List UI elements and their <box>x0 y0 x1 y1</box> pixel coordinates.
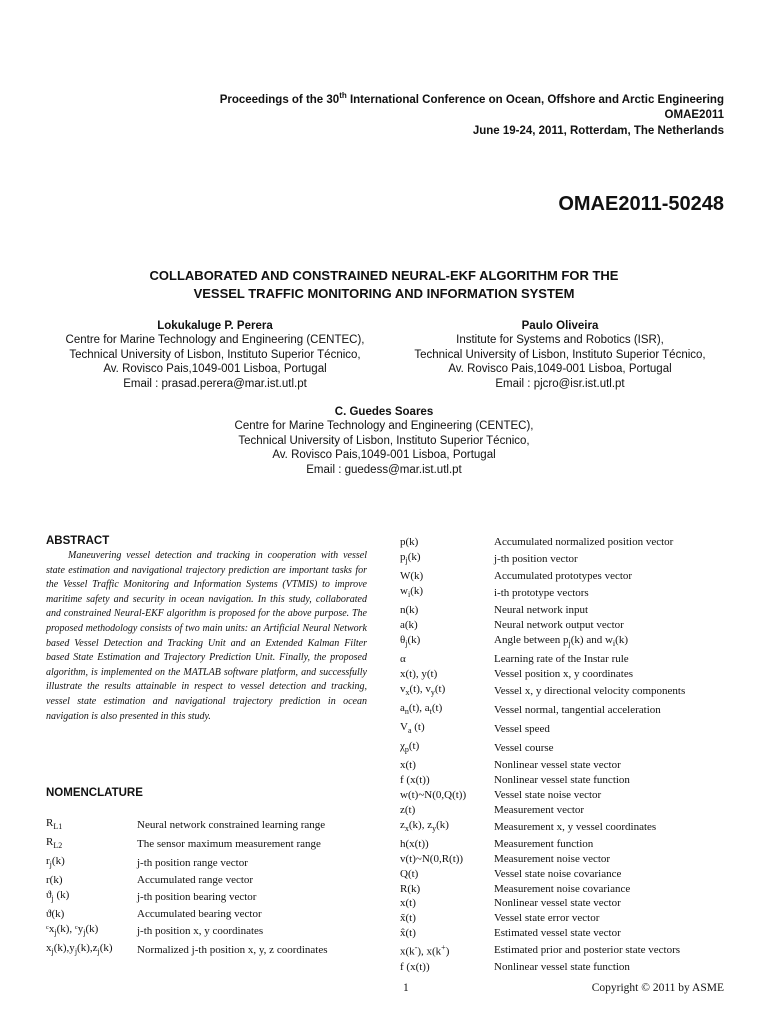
nomenclature-row <box>46 941 328 960</box>
nomenclature-symbol: $R_{L1}$ <box>46 817 63 832</box>
copyright-notice: Copyright © 2011 by ASME <box>591 982 724 994</box>
nomenclature-symbol: $p_j(k)$ <box>400 550 421 566</box>
nomenclature-symbol: W(k) <box>400 570 424 582</box>
nomenclature-row <box>46 835 328 854</box>
nomenclature-description: i-th prototype vectors <box>494 587 589 599</box>
nomenclature-description: Learning rate of the Instar rule <box>494 652 629 665</box>
nomenclature-description: Measurement x, y vessel coordinates <box>494 820 657 833</box>
nomenclature-row <box>400 667 685 682</box>
nomenclature-description: j-th position x, y coordinates <box>137 925 264 938</box>
nomenclature-row <box>400 584 685 603</box>
nomenclature-description: Accumulated range vector <box>137 874 254 887</box>
nomenclature-row <box>400 941 685 960</box>
author-address: Av. Rovisco Pais,1049-001 Lisboa, Portugal <box>448 363 672 376</box>
nomenclature-description: Neural network constrained learning range <box>137 819 326 832</box>
nomenclature-description: Nonlinear vessel state function <box>494 774 630 786</box>
nomenclature-description: Vessel state noise covariance <box>494 867 622 880</box>
abstract-text: Maneuvering vessel detection and tracking in cooperation with vessel state estimation and navigational trajectory prediction are important tasks for the Vessel Traffic Monitoring and Information Systems (VTMIS) to improve maritime safety and security in ocean navigation. In this study, collaborated and constrained Neural-EKF algorithm is proposed for the above purpose. The proposed methodology consists of two main units: an Artificial Neural Network based Vessel Detection and Tracking Unit and an Extended Kalman Filter based State Estimation and Trajectory Prediction Unit. Finally, the proposed algorithm, is implemented on the MATLAB software platform, and successfully illustrate the results attainable in respect to vessel detection and tracking, vessel state estimation and navigational trajectory prediction in ocean navigation is also presented in this study. <box>46 550 367 722</box>
nomenclature-symbol: Q(t) <box>400 867 419 880</box>
abstract-heading: ABSTRACT <box>46 535 110 547</box>
author-email: Email : prasad.perera@mar.ist.utl.pt <box>123 377 307 390</box>
nomenclature-description: Measurement noise covariance <box>494 882 631 895</box>
nomenclature-description: Vessel x, y directional velocity components <box>494 684 686 697</box>
nomenclature-row <box>400 788 685 803</box>
author-name: Paulo Oliveira <box>521 320 599 332</box>
nomenclature-row <box>400 739 685 758</box>
nomenclature-row <box>400 535 685 550</box>
nomenclature-symbol: $x_j(k),y_j(k),z_j(k)$ <box>46 942 113 957</box>
nomenclature-row <box>400 682 685 701</box>
nomenclature-symbol: $v_x(t)$, $v_y(t)$ <box>400 682 446 697</box>
nomenclature-symbol: v(t)~N(0,R(t)) <box>400 852 464 865</box>
nomenclature-table-right <box>400 535 685 975</box>
nomenclature-row <box>400 911 685 926</box>
nomenclature-description: Nonlinear vessel state vector <box>494 759 621 772</box>
nomenclature-row <box>46 907 328 922</box>
nomenclature-description: j-th position range vector <box>137 857 248 870</box>
nomenclature-symbol: a(k) <box>400 618 418 631</box>
conference-line-1: Proceedings of the 30th International Conference on Ocean, Offshore and Arctic Engineering <box>219 91 724 106</box>
nomenclature-symbol: x̂(t) <box>400 927 416 940</box>
nomenclature-description: Normalized j-th position x, y, z coordinates <box>137 944 328 957</box>
nomenclature-row <box>400 569 685 584</box>
page-number: 1 <box>403 982 409 994</box>
nomenclature-description: Nonlinear vessel state vector <box>494 897 621 910</box>
nomenclature-symbol: h(x(t)) <box>400 837 429 850</box>
nomenclature-symbol: z(t) <box>400 803 416 816</box>
nomenclature-row <box>46 816 328 835</box>
conference-header <box>220 88 724 139</box>
nomenclature-row <box>46 873 328 888</box>
nomenclature-symbol: $\theta_j(k)$ <box>400 633 421 648</box>
nomenclature-row <box>400 867 685 882</box>
nomenclature-row <box>400 652 685 667</box>
nomenclature-row <box>400 837 685 852</box>
author-address: Av. Rovisco Pais,1049-001 Lisboa, Portugal <box>272 449 496 462</box>
nomenclature-description: Vessel course <box>494 742 554 755</box>
nomenclature-row <box>400 603 685 618</box>
nomenclature-symbol: $\chi_p(t)$ <box>400 740 420 755</box>
author-email: Email : guedess@mar.ist.utl.pt <box>306 463 462 476</box>
nomenclature-symbol: w(t)~N(0,Q(t)) <box>400 788 467 801</box>
nomenclature-row <box>46 888 328 907</box>
author-institution: Technical University of Lisbon, Instituto Superior Técnico, <box>69 348 361 361</box>
author-block-1 <box>35 319 395 391</box>
nomenclature-description: Angle between $p_j(k)$ and $w_i(k)$ <box>494 633 628 648</box>
nomenclature-row <box>400 720 685 739</box>
nomenclature-row <box>400 773 685 788</box>
nomenclature-description: Estimated vessel state vector <box>494 927 621 940</box>
author-institution: Technical University of Lisbon, Instituto Superior Técnico, <box>414 348 706 361</box>
nomenclature-symbol: x(k-), x(k+) <box>400 943 450 958</box>
nomenclature-description: Vessel normal, tangential acceleration <box>494 703 661 716</box>
nomenclature-row <box>46 922 328 941</box>
nomenclature-row <box>400 926 685 941</box>
nomenclature-symbol: r(k) <box>46 874 63 887</box>
nomenclature-description: Vessel state noise vector <box>494 788 602 801</box>
nomenclature-row <box>400 618 685 633</box>
nomenclature-description: Measurement noise vector <box>494 852 611 865</box>
nomenclature-symbol: $V_a$ (t) <box>400 720 425 736</box>
nomenclature-description: Vessel state error vector <box>494 912 600 925</box>
nomenclature-symbol: $a_n(t)$, $a_t(t)$ <box>400 701 443 716</box>
nomenclature-description: Measurement vector <box>494 803 585 816</box>
nomenclature-row <box>400 803 685 818</box>
author-affiliation: Centre for Marine Technology and Engineering (CENTEC), <box>65 334 365 347</box>
nomenclature-symbol: $r_j(k)$ <box>46 855 65 870</box>
nomenclature-row <box>400 701 685 720</box>
conference-line-3: June 19-24, 2011, Rotterdam, The Netherlands <box>472 124 724 137</box>
nomenclature-symbol: ϑ(k) <box>46 908 65 921</box>
nomenclature-heading: NOMENCLATURE <box>46 787 143 799</box>
nomenclature-symbol: α <box>400 652 406 665</box>
nomenclature-row <box>400 633 685 652</box>
nomenclature-description: j-th position bearing vector <box>137 891 257 904</box>
nomenclature-description: Neural network output vector <box>494 618 624 631</box>
nomenclature-symbol: $R_{L2}$ <box>46 836 63 851</box>
nomenclature-row <box>400 818 685 837</box>
paper-title <box>0 267 768 303</box>
title-line-2: VESSEL TRAFFIC MONITORING AND INFORMATION SYSTEM <box>193 286 575 301</box>
nomenclature-description: Accumulated prototypes vector <box>494 570 633 582</box>
nomenclature-symbol: $w_i(k)$ <box>400 584 424 600</box>
nomenclature-row <box>400 882 685 897</box>
nomenclature-symbol: R(k) <box>400 882 421 895</box>
nomenclature-symbol: x(t), y(t) <box>400 667 438 680</box>
nomenclature-symbol: f (x(t)) <box>400 774 430 786</box>
author-block-2 <box>380 319 740 391</box>
nomenclature-row <box>400 758 685 773</box>
author-name: Lokukaluge P. Perera <box>157 320 273 332</box>
nomenclature-row <box>400 852 685 867</box>
nomenclature-description: Measurement function <box>494 837 594 850</box>
nomenclature-symbol: n(k) <box>400 604 419 616</box>
nomenclature-row <box>400 550 685 569</box>
nomenclature-symbol: x(t) <box>400 897 416 910</box>
nomenclature-table-left <box>46 816 328 960</box>
nomenclature-symbol: ᶜx$_j$(k), ᶜy$_j$(k) <box>46 923 99 938</box>
nomenclature-description: Accumulated normalized position vector <box>494 536 674 548</box>
author-affiliation: Institute for Systems and Robotics (ISR), <box>456 334 664 347</box>
nomenclature-description: Vessel position x, y coordinates <box>494 667 634 680</box>
author-institution: Technical University of Lisbon, Instituto Superior Técnico, <box>238 434 530 447</box>
paper-id: OMAE2011-50248 <box>558 193 724 215</box>
nomenclature-description: j-th position vector <box>494 553 578 565</box>
title-line-1: COLLABORATED AND CONSTRAINED NEURAL-EKF ALGORITHM FOR THE <box>149 268 619 283</box>
nomenclature-symbol: x(t) <box>400 759 416 772</box>
author-address: Av. Rovisco Pais,1049-001 Lisboa, Portugal <box>103 363 327 376</box>
conference-line-2: OMAE2011 <box>664 109 724 122</box>
nomenclature-symbol: x̃(t) <box>400 912 416 925</box>
nomenclature-row <box>400 896 685 911</box>
author-email: Email : pjcro@isr.ist.utl.pt <box>495 377 625 390</box>
nomenclature-description: The sensor maximum measurement range <box>137 838 321 851</box>
author-block-3 <box>184 405 584 477</box>
nomenclature-symbol: $z_x(k)$, $z_y(k)$ <box>400 818 449 833</box>
nomenclature-row <box>400 960 685 975</box>
nomenclature-description: Estimated prior and posterior state vectors <box>494 943 681 956</box>
nomenclature-description: Neural network input <box>494 604 589 616</box>
nomenclature-description: Accumulated bearing vector <box>137 908 262 921</box>
author-name: C. Guedes Soares <box>334 406 434 418</box>
nomenclature-symbol: $ϑ_j$ (k) <box>46 889 70 904</box>
nomenclature-symbol: f (x(t)) <box>400 960 430 973</box>
nomenclature-description: Vessel speed <box>494 723 550 735</box>
nomenclature-description: Nonlinear vessel state function <box>494 960 630 973</box>
nomenclature-symbol: p(k) <box>400 536 419 548</box>
nomenclature-row <box>46 854 328 873</box>
author-affiliation: Centre for Marine Technology and Engineering (CENTEC), <box>234 420 534 433</box>
